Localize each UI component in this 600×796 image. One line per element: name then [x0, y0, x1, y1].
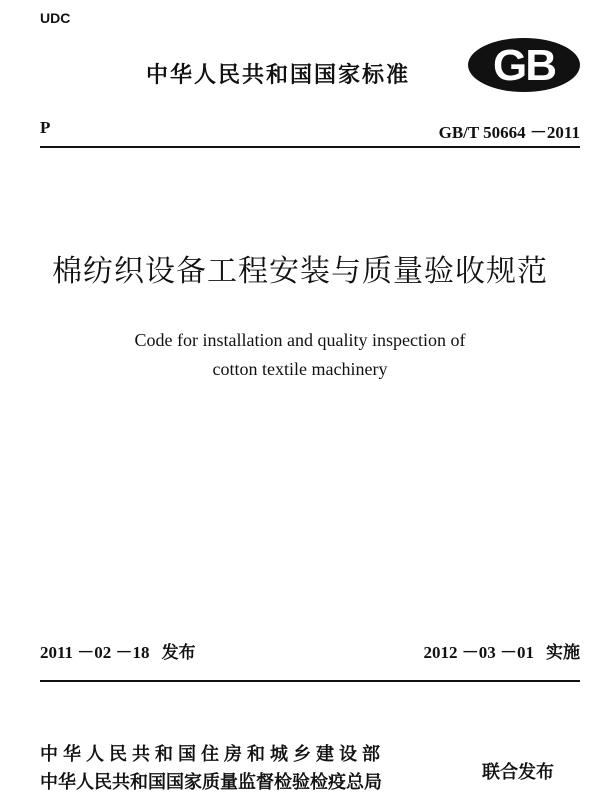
issue-label: 发布 [161, 643, 196, 663]
title-chinese: 棉纺织设备工程安装与质量验收规范 [52, 254, 548, 289]
issuer-mohurd: 中华人民共和国住房和城乡建设部 [40, 744, 385, 765]
effective-label: 实施 [546, 643, 580, 663]
effective-date-block [424, 638, 581, 663]
issue-date-block [40, 638, 196, 663]
gb-logo [466, 36, 582, 94]
issue-date: 2011 －02 －18 [40, 643, 150, 662]
title-english-line1: Code for installation and quality inspection of [134, 330, 466, 350]
top-divider [40, 146, 580, 148]
gb-logo-text: GB [493, 41, 555, 90]
title-english-line2: cotton textile machinery [212, 359, 388, 379]
udc-label: UDC [40, 10, 71, 26]
joint-issue-label: 联合发布 [482, 762, 554, 783]
issuer-aqsiq: 中华人民共和国国家质量监督检验检疫总局 [40, 772, 382, 793]
effective-date: 2012 －03 －01 [423, 643, 534, 662]
classification-code: P [40, 118, 51, 137]
national-standard-heading: 中华人民共和国国家标准 [146, 63, 411, 88]
bottom-divider [40, 680, 580, 682]
title-english [0, 326, 600, 384]
standard-number: GB/T 50664 －2011 [438, 123, 580, 142]
